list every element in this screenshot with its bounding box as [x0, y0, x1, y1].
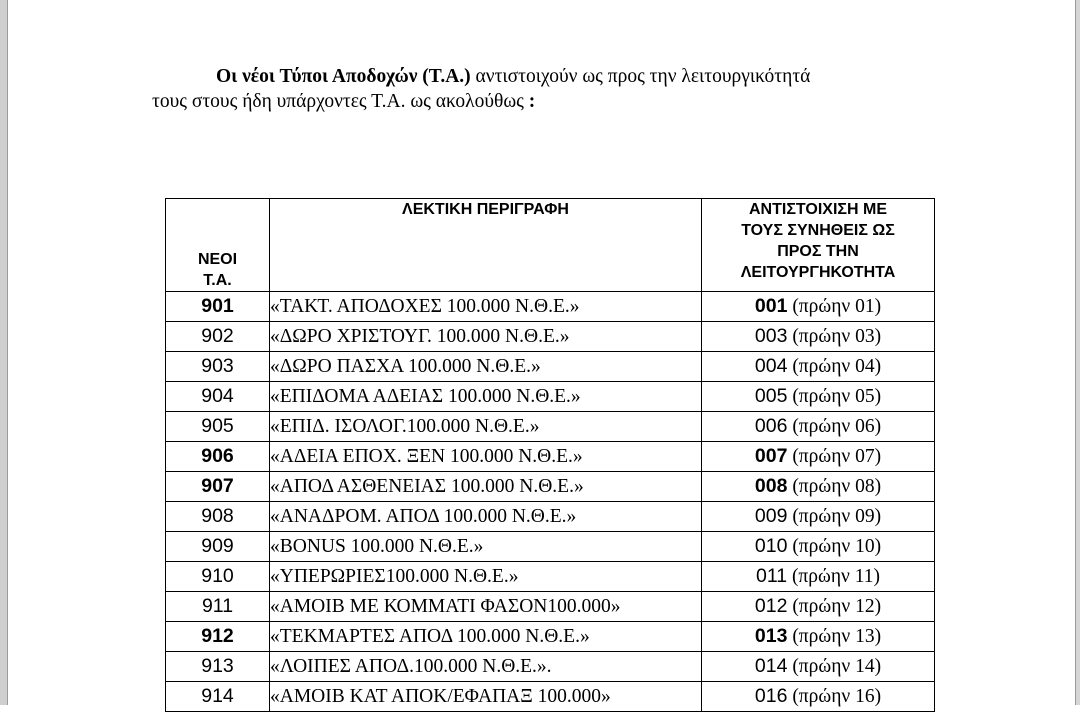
header-new-codes-line-2: Τ.Α. [203, 272, 232, 289]
former-code: (πρώην 12) [787, 596, 882, 617]
page-edge-right [1075, 0, 1080, 705]
intro-line-2 [152, 89, 952, 114]
table-row [166, 442, 935, 472]
header-mapping [702, 199, 935, 292]
old-code: 009 [754, 505, 788, 527]
description-cell: «ΑΜΟΙΒ ΚΑΤ ΑΠΟΚ/ΕΦΑΠΑΞ 100.000» [270, 682, 702, 712]
header-description: ΛΕΚΤΙΚΗ ΠΕΡΙΓΡΑΦΗ [270, 199, 702, 292]
intro-line-1-rest: αντιστοιχούν ως προς την λειτουργικότητά [470, 66, 811, 87]
new-code-cell: 901 [166, 292, 270, 322]
intro-colon: : [523, 91, 536, 112]
former-code: (πρώην 09) [787, 506, 882, 527]
intro-line-2-text: τους στους ήδη υπάρχοντες Τ.Α. ως ακολούθως [152, 91, 524, 112]
description-cell: «ΥΠΕΡΩΡΙΕΣ100.000 Ν.Θ.Ε.» [270, 562, 702, 592]
header-new-codes [166, 199, 270, 292]
mapping-cell [702, 682, 935, 712]
old-code: 003 [754, 325, 788, 347]
former-code: (πρώην 10) [787, 536, 882, 557]
mapping-cell [702, 292, 935, 322]
table-row [166, 652, 935, 682]
new-code-cell: 906 [166, 442, 270, 472]
new-code-cell: 911 [166, 592, 270, 622]
old-code: 013 [754, 625, 788, 647]
mapping-cell [702, 502, 935, 532]
intro-line-1 [152, 64, 952, 89]
mapping-cell [702, 352, 935, 382]
old-code: 008 [754, 475, 788, 497]
table-row [166, 472, 935, 502]
old-code: 016 [754, 685, 788, 707]
table-row [166, 382, 935, 412]
table-row [166, 352, 935, 382]
codes-table [165, 198, 935, 712]
old-code: 011 [755, 565, 788, 587]
header-mapping-line-4: ΛΕΙΤΟΥΡΓΗΚΟΤΗΤΑ [740, 264, 896, 281]
former-code: (πρώην 03) [787, 326, 882, 347]
mapping-cell [702, 412, 935, 442]
old-code: 004 [754, 355, 788, 377]
former-code: (πρώην 14) [787, 656, 882, 677]
description-cell: «ΛΟΙΠΕΣ ΑΠΟΔ.100.000 Ν.Θ.Ε.». [270, 652, 702, 682]
description-cell: «ΑΜΟΙΒ ΜΕ ΚΟΜΜΑΤΙ ΦΑΣΟΝ100.000» [270, 592, 702, 622]
new-code-cell: 912 [166, 622, 270, 652]
new-code-cell: 907 [166, 472, 270, 502]
former-code: (πρώην 05) [787, 386, 882, 407]
former-code: (πρώην 13) [787, 626, 882, 647]
page-edge-left [0, 0, 8, 705]
description-cell: «ΕΠΙΔΟΜΑ ΑΔΕΙΑΣ 100.000 Ν.Θ.Ε.» [270, 382, 702, 412]
header-mapping-line-1: ΑΝΤΙΣΤΟΙΧΙΣΗ ΜΕ [748, 201, 888, 218]
former-code: (πρώην 07) [787, 446, 882, 467]
description-cell: «ΑΔΕΙΑ ΕΠΟΧ. ΞΕΝ 100.000 Ν.Θ.Ε.» [270, 442, 702, 472]
description-cell: «ΕΠΙΔ. ΙΣΟΛΟΓ.100.000 Ν.Θ.Ε.» [270, 412, 702, 442]
header-new-codes-line-1: ΝΕΟΙ [197, 251, 238, 268]
old-code: 014 [754, 655, 788, 677]
mapping-cell [702, 382, 935, 412]
description-cell: «ΤΕΚΜΑΡΤΕΣ ΑΠΟΔ 100.000 Ν.Θ.Ε.» [270, 622, 702, 652]
former-code: (πρώην 16) [787, 686, 882, 707]
old-code: 012 [754, 595, 788, 617]
description-cell: «ΔΩΡΟ ΠΑΣΧΑ 100.000 Ν.Θ.Ε.» [270, 352, 702, 382]
new-code-cell: 905 [166, 412, 270, 442]
table-row [166, 532, 935, 562]
former-code: (πρώην 01) [787, 296, 882, 317]
new-code-cell: 903 [166, 352, 270, 382]
mapping-cell [702, 532, 935, 562]
new-code-cell: 909 [166, 532, 270, 562]
old-code: 001 [754, 295, 788, 317]
table-row [166, 502, 935, 532]
intro-bold-lead: Οι νέοι Τύποι Αποδοχών (Τ.Α.) [216, 66, 471, 87]
table-row [166, 412, 935, 442]
description-cell: «ΔΩΡΟ ΧΡΙΣΤΟΥΓ. 100.000 Ν.Θ.Ε.» [270, 322, 702, 352]
table-row [166, 682, 935, 712]
mapping-cell [702, 592, 935, 622]
new-code-cell: 904 [166, 382, 270, 412]
mapping-cell [702, 622, 935, 652]
former-code: (πρώην 06) [787, 416, 882, 437]
former-code: (πρώην 08) [787, 476, 882, 497]
description-cell: «ΑΝΑΔΡΟΜ. ΑΠΟΔ 100.000 Ν.Θ.Ε.» [270, 502, 702, 532]
new-code-cell: 910 [166, 562, 270, 592]
description-cell: «ΤΑΚΤ. ΑΠΟΔΟΧΕΣ 100.000 Ν.Θ.Ε.» [270, 292, 702, 322]
header-mapping-line-2: ΤΟΥΣ ΣΥΝΗΘΕΙΣ ΩΣ [741, 222, 895, 239]
description-cell: «ΑΠΟΔ ΑΣΘΕΝΕΙΑΣ 100.000 Ν.Θ.Ε.» [270, 472, 702, 502]
table-row [166, 622, 935, 652]
table-row [166, 292, 935, 322]
old-code: 006 [754, 415, 788, 437]
old-code: 007 [754, 445, 788, 467]
new-code-cell: 902 [166, 322, 270, 352]
old-code: 010 [754, 535, 788, 557]
header-mapping-line-3: ΠΡΟΣ ΤΗΝ [777, 243, 859, 260]
description-cell: «BONUS 100.000 Ν.Θ.Ε.» [270, 532, 702, 562]
former-code: (πρώην 11) [787, 566, 881, 587]
mapping-cell [702, 322, 935, 352]
old-code: 005 [754, 385, 788, 407]
former-code: (πρώην 04) [787, 356, 882, 377]
table-row [166, 592, 935, 622]
table-row [166, 562, 935, 592]
mapping-cell [702, 442, 935, 472]
mapping-cell [702, 652, 935, 682]
new-code-cell: 914 [166, 682, 270, 712]
new-code-cell: 913 [166, 652, 270, 682]
table-header-row [166, 199, 935, 292]
new-code-cell: 908 [166, 502, 270, 532]
intro-paragraph [152, 64, 952, 114]
mapping-cell [702, 472, 935, 502]
table-row [166, 322, 935, 352]
mapping-cell [702, 562, 935, 592]
